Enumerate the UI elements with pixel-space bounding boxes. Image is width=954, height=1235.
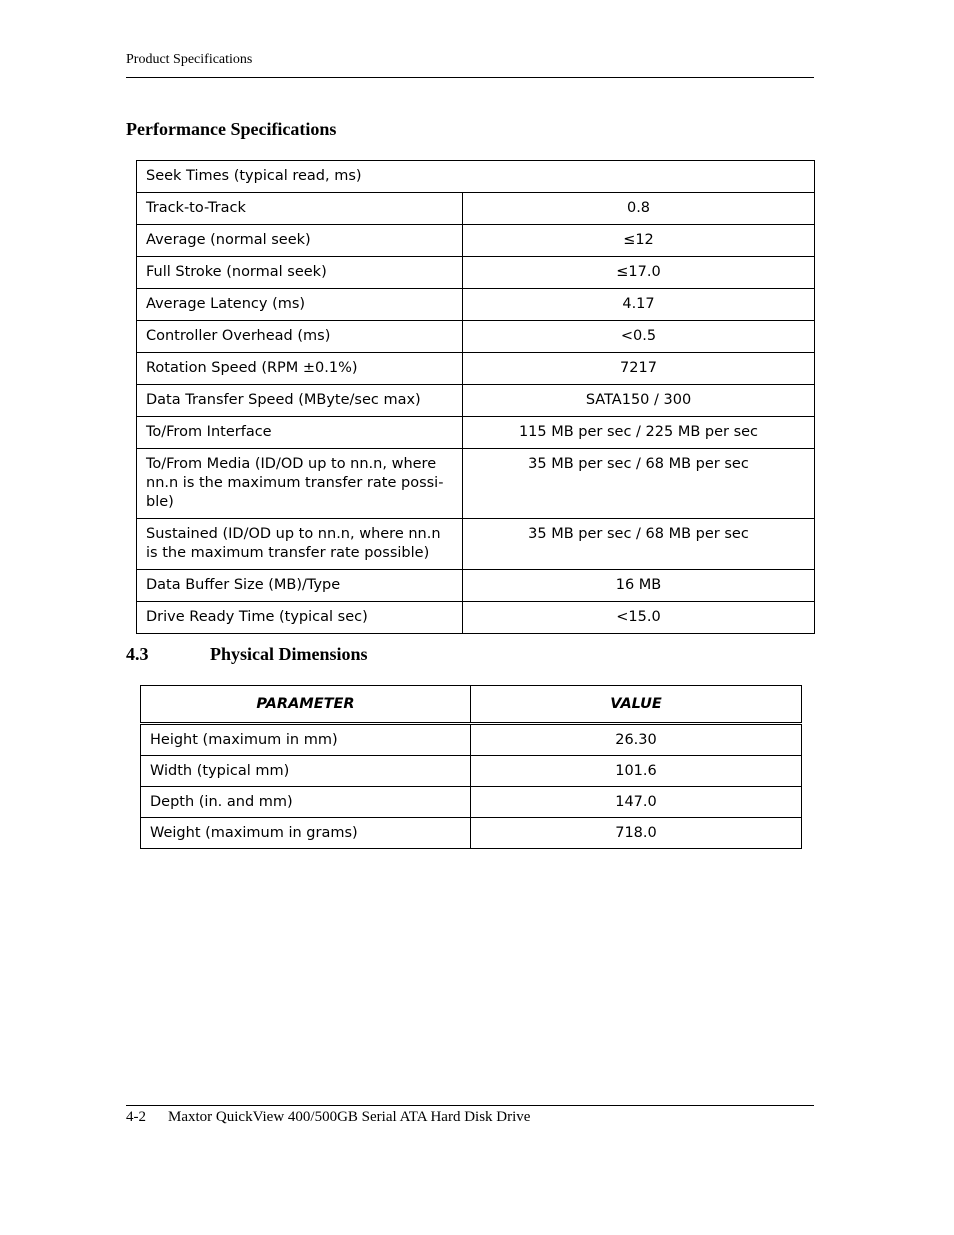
row-value: 101.6 xyxy=(471,756,802,787)
footer-rule xyxy=(126,1105,814,1106)
row-label: Full Stroke (normal seek) xyxy=(137,257,463,289)
row-value: 718.0 xyxy=(471,818,802,849)
row-label: Height (maximum in mm) xyxy=(141,724,471,756)
row-label: Sustained (ID/OD up to nn.n, where nn.n is the maximum transfer rate possible) xyxy=(137,519,463,570)
table-row xyxy=(137,519,815,570)
column-header-value: VALUE xyxy=(471,686,802,724)
column-header-parameter: PARAMETER xyxy=(141,686,471,724)
table-row xyxy=(137,289,815,321)
page-number: 4-2 xyxy=(126,1109,146,1125)
table-header-row xyxy=(141,686,802,724)
row-value: 35 MB per sec / 68 MB per sec xyxy=(463,519,815,570)
header-rule xyxy=(126,77,814,78)
row-label: Average (normal seek) xyxy=(137,225,463,257)
section-number: 4.3 xyxy=(126,644,149,664)
row-label: To/From Media (ID/OD up to nn.n, where nn.n is the maximum transfer rate possi-ble) xyxy=(137,449,463,519)
row-value: 0.8 xyxy=(463,193,815,225)
seek-times-heading: Seek Times (typical read, ms) xyxy=(137,161,815,193)
table-row xyxy=(141,787,802,818)
row-label: Depth (in. and mm) xyxy=(141,787,471,818)
dimensions-table xyxy=(140,685,802,849)
table-row xyxy=(137,570,815,602)
section-heading: Physical Dimensions xyxy=(210,644,368,664)
table-row xyxy=(141,756,802,787)
row-value: 4.17 xyxy=(463,289,815,321)
page-footer xyxy=(126,1109,530,1126)
table-row xyxy=(137,193,815,225)
running-header: Product Specifications xyxy=(126,52,253,67)
table-row xyxy=(137,225,815,257)
table-row xyxy=(137,602,815,634)
table-row xyxy=(137,321,815,353)
row-label: Controller Overhead (ms) xyxy=(137,321,463,353)
table-row xyxy=(141,724,802,756)
section-title: Performance Specifications xyxy=(126,119,337,139)
row-label: Track-to-Track xyxy=(137,193,463,225)
table-row xyxy=(137,257,815,289)
table-row xyxy=(137,385,815,417)
row-value: 35 MB per sec / 68 MB per sec xyxy=(463,449,815,519)
row-value: 26.30 xyxy=(471,724,802,756)
row-value: 16 MB xyxy=(463,570,815,602)
table-row xyxy=(137,353,815,385)
table-row xyxy=(141,818,802,849)
row-value: 147.0 xyxy=(471,787,802,818)
row-label: Drive Ready Time (typical sec) xyxy=(137,602,463,634)
row-value: ≤12 xyxy=(463,225,815,257)
row-value: SATA150 / 300 xyxy=(463,385,815,417)
row-label: Weight (maximum in grams) xyxy=(141,818,471,849)
row-label: Width (typical mm) xyxy=(141,756,471,787)
row-label: To/From Interface xyxy=(137,417,463,449)
table-row xyxy=(137,161,815,193)
row-label: Data Transfer Speed (MByte/sec max) xyxy=(137,385,463,417)
row-value: 7217 xyxy=(463,353,815,385)
document-title: Maxtor QuickView 400/500GB Serial ATA Hard Disk Drive xyxy=(168,1109,531,1125)
row-value: ≤17.0 xyxy=(463,257,815,289)
table-row xyxy=(137,449,815,519)
table-row xyxy=(137,417,815,449)
row-value: 115 MB per sec / 225 MB per sec xyxy=(463,417,815,449)
performance-table xyxy=(136,160,815,634)
row-value: <0.5 xyxy=(463,321,815,353)
row-label: Data Buffer Size (MB)/Type xyxy=(137,570,463,602)
row-label: Rotation Speed (RPM ±0.1%) xyxy=(137,353,463,385)
row-label: Average Latency (ms) xyxy=(137,289,463,321)
row-value: <15.0 xyxy=(463,602,815,634)
